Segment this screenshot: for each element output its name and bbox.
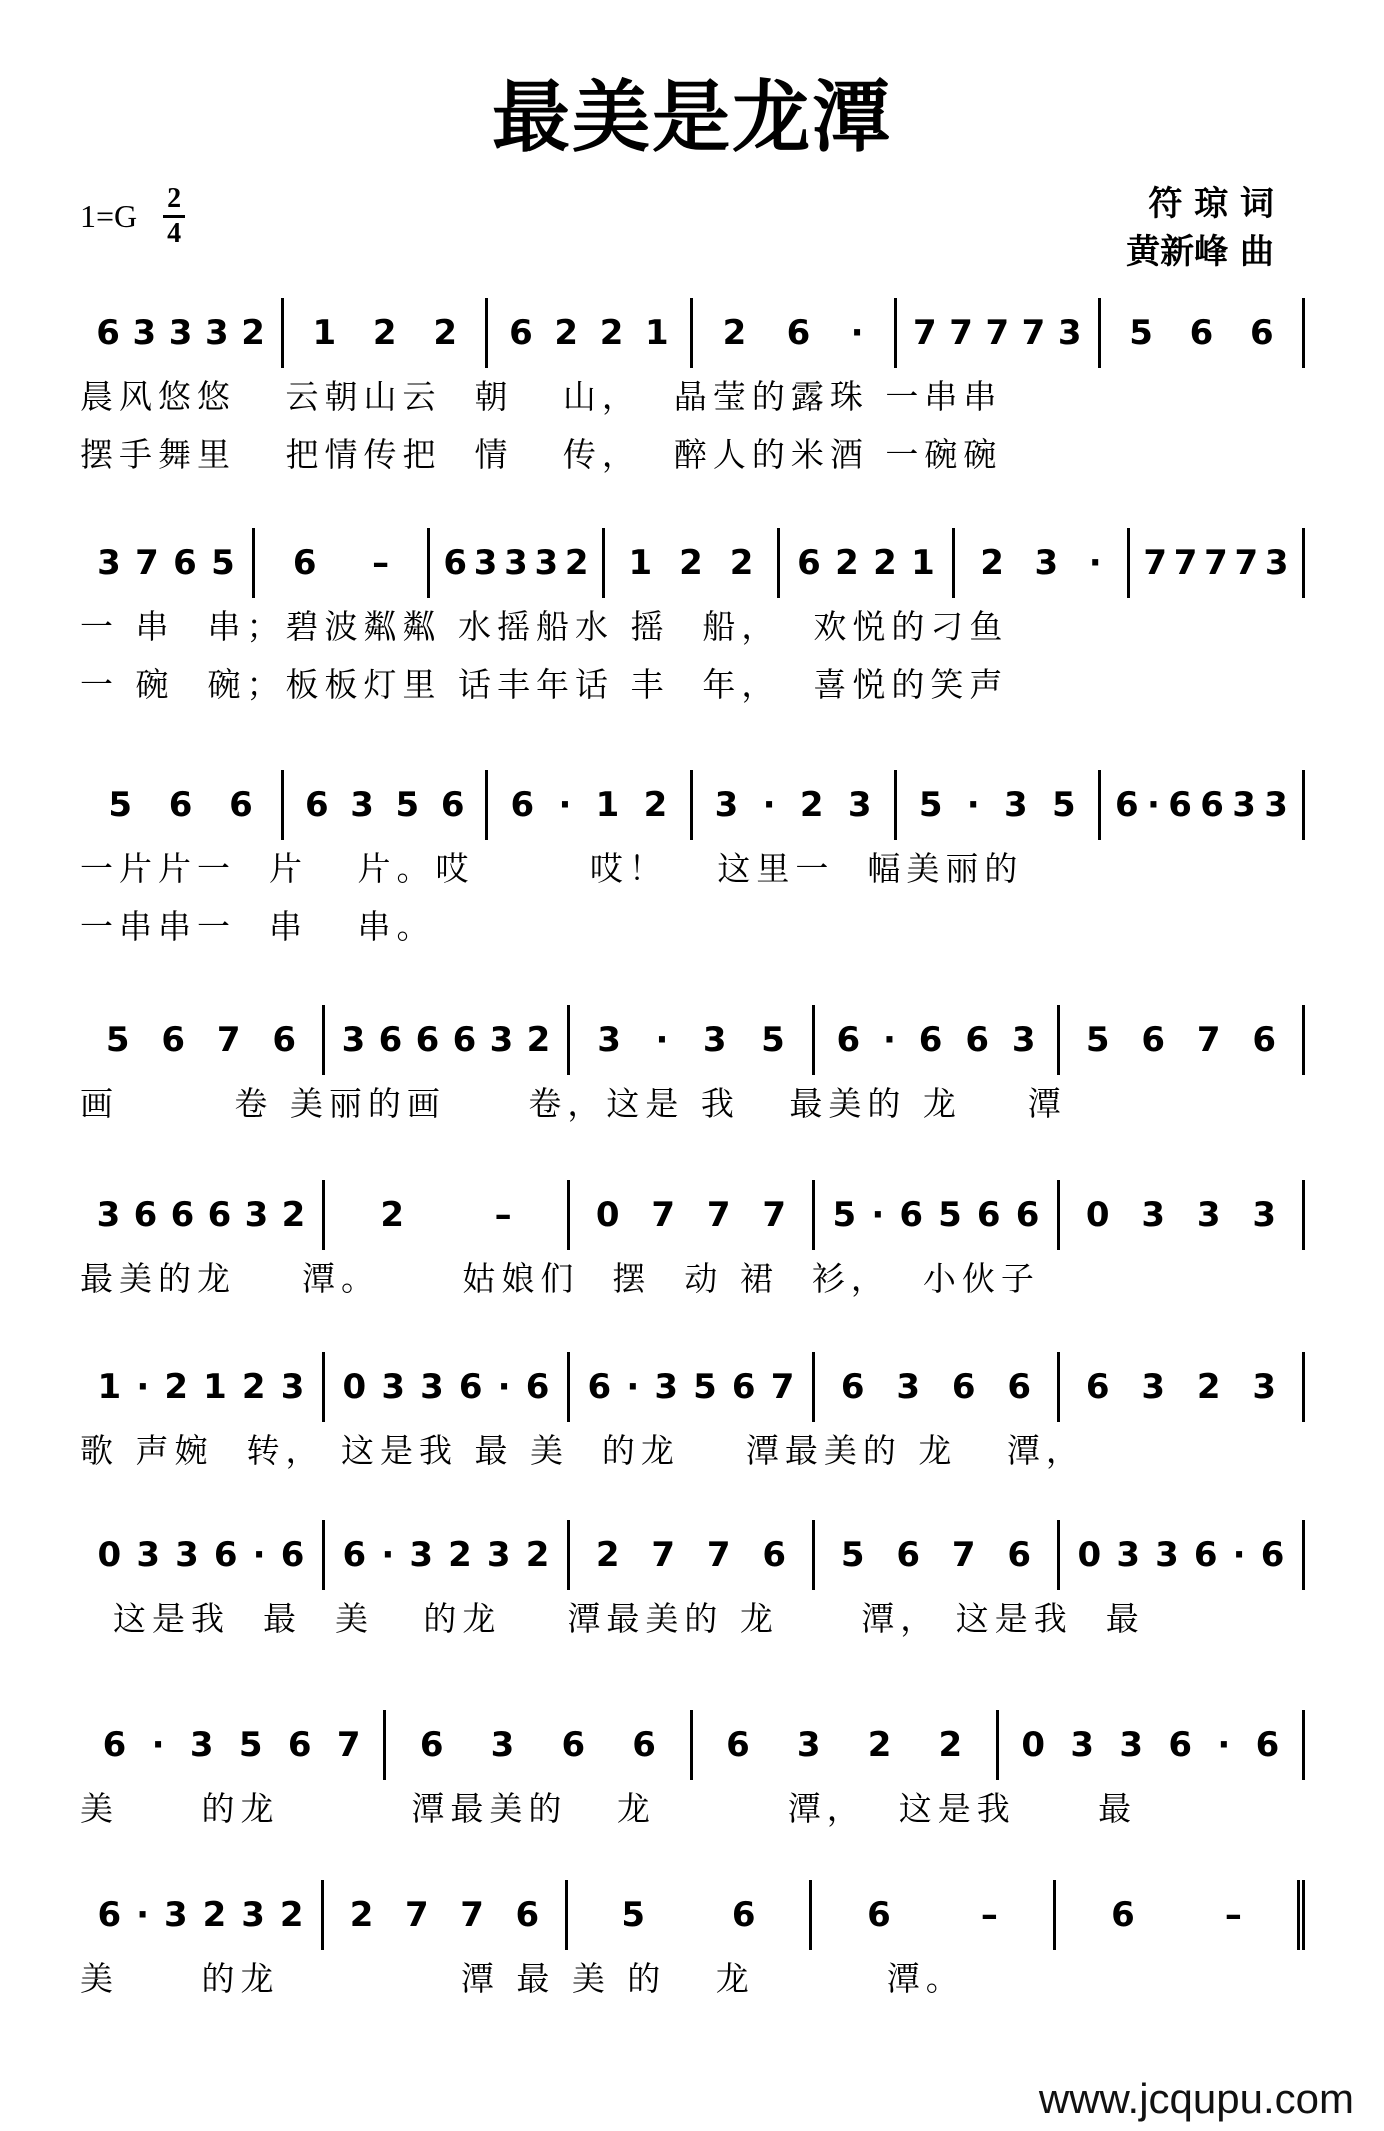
- note: –: [1224, 1895, 1242, 1935]
- note: 6: [509, 313, 533, 353]
- note: 6: [899, 1195, 924, 1235]
- lyric-line: 美 的龙 潭最美的 龙 潭， 这是我 最: [80, 1789, 1138, 1828]
- note: 6: [632, 1725, 656, 1765]
- measure: [567, 1180, 812, 1250]
- note: ·: [762, 785, 776, 825]
- note: 3: [244, 1195, 269, 1235]
- note: 1: [644, 313, 669, 353]
- note: ·: [966, 785, 980, 825]
- note: 7: [405, 1895, 429, 1935]
- time-top: 2: [167, 183, 182, 214]
- note: 3: [1057, 313, 1082, 353]
- note: ·: [882, 1020, 896, 1060]
- note: 6: [452, 1020, 477, 1060]
- note: 3: [1264, 785, 1288, 825]
- note: ·: [1217, 1725, 1231, 1765]
- note: 3: [796, 1725, 821, 1765]
- note: –: [372, 543, 390, 583]
- note: 2: [722, 313, 747, 353]
- note: 6: [731, 1367, 756, 1407]
- note: 6: [168, 785, 193, 825]
- note: ·: [871, 1195, 885, 1235]
- note: 5: [918, 785, 943, 825]
- lyric-line: 这是我 最 美 的龙 潭最美的 龙 潭， 这是我 最: [80, 1599, 1145, 1638]
- note: 6: [229, 785, 253, 825]
- note: 5: [832, 1195, 857, 1235]
- note: 2: [349, 1895, 374, 1935]
- note: 6: [1168, 785, 1192, 825]
- note: 3: [1252, 1195, 1277, 1235]
- note: 2: [526, 1020, 551, 1060]
- time-signature: [163, 185, 185, 248]
- note: 6: [287, 1725, 312, 1765]
- note: 3: [1264, 543, 1289, 583]
- measure: [281, 298, 485, 368]
- note: 6: [951, 1367, 976, 1407]
- note: 6: [1193, 1535, 1218, 1575]
- note: 3: [473, 543, 498, 583]
- note: ·: [136, 1895, 150, 1935]
- note: 3: [1196, 1195, 1221, 1235]
- note: 7: [949, 313, 973, 353]
- note: 6: [1111, 1895, 1135, 1935]
- measure: [80, 1880, 321, 1950]
- measure: [1057, 1005, 1302, 1075]
- measure: [602, 528, 777, 598]
- note: 6: [1189, 313, 1214, 353]
- note: 3: [381, 1367, 405, 1407]
- score-line: [80, 770, 1305, 956]
- note: 0: [595, 1195, 620, 1235]
- note: 5: [761, 1020, 785, 1060]
- note: 6: [1007, 1367, 1032, 1407]
- note: ·: [1088, 543, 1102, 583]
- note: ·: [381, 1535, 395, 1575]
- note: 6: [1115, 785, 1139, 825]
- lyricist: 符 琼 词: [1148, 184, 1274, 224]
- note: 3: [241, 1895, 265, 1935]
- note: 7: [460, 1895, 484, 1935]
- note: 6: [1255, 1725, 1280, 1765]
- note: 3: [486, 1535, 511, 1575]
- note: 6: [280, 1535, 305, 1575]
- note: 6: [1007, 1535, 1032, 1575]
- note: ·: [850, 313, 864, 353]
- note: 6: [419, 1725, 444, 1765]
- note: 0: [1077, 1535, 1102, 1575]
- measure: [1098, 298, 1302, 368]
- note: 6: [292, 543, 317, 583]
- note: 3: [280, 1367, 305, 1407]
- note: 6: [840, 1367, 865, 1407]
- measure: [1057, 1352, 1302, 1422]
- measure: [80, 1352, 322, 1422]
- lyric-line: 一片片一 片 片。哎 哎！ 这里一 幅美丽的: [80, 849, 1024, 888]
- note: 2: [448, 1535, 472, 1575]
- note: 0: [342, 1367, 367, 1407]
- note: 2: [279, 1895, 304, 1935]
- note: 7: [651, 1535, 676, 1575]
- note: 6: [525, 1367, 550, 1407]
- measure: [1057, 1520, 1302, 1590]
- watermark: www.jcqupu.com: [1038, 2075, 1354, 2122]
- note: ·: [252, 1535, 266, 1575]
- measure: [565, 1880, 809, 1950]
- measure: [952, 528, 1127, 598]
- note: ·: [151, 1725, 165, 1765]
- note: 7: [1143, 543, 1168, 583]
- note: 5: [938, 1195, 962, 1235]
- note: 1: [911, 543, 935, 583]
- note: 6: [102, 1725, 127, 1765]
- measure: [485, 770, 689, 840]
- note: 6: [867, 1895, 891, 1935]
- note: 2: [873, 543, 897, 583]
- note: 3: [1116, 1535, 1140, 1575]
- note: 3: [1034, 543, 1059, 583]
- lyric-line: 歌 声婉 转， 这是我 最 美 的龙 潭最美的 龙 潭，: [80, 1431, 1085, 1470]
- measure: [1127, 528, 1302, 598]
- note: 2: [599, 313, 624, 353]
- note: 6: [836, 1020, 861, 1060]
- notes-row: [80, 770, 1305, 840]
- note: 3: [1070, 1725, 1095, 1765]
- note: –: [980, 1895, 998, 1935]
- note: 7: [770, 1367, 795, 1407]
- note: 3: [189, 1725, 214, 1765]
- note: 2: [1196, 1367, 1221, 1407]
- notes-row: [80, 1880, 1305, 1950]
- note: 1: [595, 785, 620, 825]
- note: 6: [304, 785, 329, 825]
- measure: [322, 1180, 567, 1250]
- note: 3: [504, 543, 528, 583]
- note: 5: [840, 1535, 865, 1575]
- note: 3: [204, 313, 229, 353]
- note: 6: [731, 1895, 756, 1935]
- measure: [383, 1710, 689, 1780]
- note: 6: [896, 1535, 921, 1575]
- note: ·: [1147, 785, 1160, 825]
- note: 6: [170, 1195, 195, 1235]
- score-line: [80, 1180, 1305, 1308]
- note: 2: [433, 313, 457, 353]
- note: 2: [202, 1895, 227, 1935]
- note: 6: [213, 1535, 238, 1575]
- note: 3: [702, 1020, 727, 1060]
- note: 6: [762, 1535, 787, 1575]
- note: 3: [132, 313, 157, 353]
- measure: [1053, 1880, 1297, 1950]
- note: 0: [1085, 1195, 1110, 1235]
- note: 5: [211, 543, 235, 583]
- composer: 黄新峰 曲: [1126, 232, 1274, 272]
- note: 7: [1204, 543, 1228, 583]
- note: 6: [1260, 1535, 1285, 1575]
- note: 6: [918, 1020, 943, 1060]
- measure: [1098, 770, 1302, 840]
- note: 3: [341, 1020, 366, 1060]
- note: 3: [168, 313, 193, 353]
- note: 5: [693, 1367, 717, 1407]
- note: 6: [415, 1020, 440, 1060]
- score-line: [80, 1005, 1305, 1133]
- note: 3: [490, 1725, 515, 1765]
- score-line: [80, 1880, 1305, 2008]
- note: 6: [440, 785, 465, 825]
- note: ·: [558, 785, 572, 825]
- measure: [322, 1005, 567, 1075]
- note: 6: [1015, 1195, 1040, 1235]
- note: 3: [847, 785, 872, 825]
- note: 6: [587, 1367, 612, 1407]
- measure: [80, 770, 281, 840]
- notes-row: [80, 1520, 1305, 1590]
- note: 3: [534, 543, 559, 583]
- measure: [894, 770, 1098, 840]
- note: 1: [628, 543, 653, 583]
- note: 2: [564, 543, 589, 583]
- note: 3: [1141, 1195, 1166, 1235]
- measure: [80, 1710, 383, 1780]
- note: 3: [163, 1895, 188, 1935]
- note: 7: [951, 1535, 976, 1575]
- note: 3: [1004, 785, 1028, 825]
- note: 6: [378, 1020, 403, 1060]
- note: 6: [272, 1020, 297, 1060]
- note: 3: [1119, 1725, 1144, 1765]
- note: 2: [241, 313, 265, 353]
- note: 6: [510, 785, 535, 825]
- note: 6: [1141, 1020, 1166, 1060]
- note: 6: [965, 1020, 989, 1060]
- note: 2: [525, 1535, 550, 1575]
- note: –: [494, 1195, 512, 1235]
- score-line: [80, 1352, 1305, 1480]
- note: ·: [1232, 1535, 1246, 1575]
- note: 3: [350, 785, 374, 825]
- lyric-line: 一 串 串；碧波粼粼 水摇船水 摇 船， 欢悦的刁鱼: [80, 607, 1009, 646]
- note: 2: [729, 543, 754, 583]
- note: 2: [372, 313, 397, 353]
- note: 7: [1021, 313, 1046, 353]
- note: 2: [679, 543, 703, 583]
- note: 7: [912, 313, 937, 353]
- credits: [1126, 180, 1274, 276]
- measure: [322, 1352, 567, 1422]
- measure: [427, 528, 602, 598]
- score-line: [80, 1520, 1305, 1648]
- measure: [996, 1710, 1302, 1780]
- note: 3: [489, 1020, 514, 1060]
- note: 3: [409, 1535, 434, 1575]
- lyric-line: 一 碗 碗；板板灯里 话丰年话 丰 年， 喜悦的笑声: [80, 665, 1009, 704]
- notes-row: [80, 1352, 1305, 1422]
- measure: [80, 528, 252, 598]
- note: 1: [203, 1367, 227, 1407]
- song-title: 最美是龙潭: [491, 72, 892, 163]
- lyric-line: 晨风悠悠 云朝山云 朝 山， 晶莹的露珠 一串串: [80, 377, 1003, 416]
- note: 3: [1155, 1535, 1179, 1575]
- note: 3: [714, 785, 739, 825]
- measure: [894, 298, 1098, 368]
- note: 6: [133, 1195, 158, 1235]
- note: 7: [135, 543, 159, 583]
- notes-row: [80, 298, 1305, 368]
- notes-row: [80, 1005, 1305, 1075]
- note: 6: [1168, 1725, 1193, 1765]
- measure: [567, 1352, 812, 1422]
- note: 3: [1252, 1367, 1277, 1407]
- note: 5: [621, 1895, 646, 1935]
- note: 6: [786, 313, 811, 353]
- score-line: [80, 298, 1305, 484]
- measure: [567, 1520, 812, 1590]
- lyric-line: 画 卷 美丽的画 卷，这是 我 最美的 龙 潭: [80, 1084, 1067, 1123]
- lyric-line: 一串串一 串 串。: [80, 907, 436, 946]
- note: 6: [161, 1020, 186, 1060]
- lyric-line: 美 的龙 潭 最 美 的 龙 潭。: [80, 1959, 965, 1998]
- time-bottom: 4: [167, 218, 182, 249]
- lyric-line: 最美的龙 潭。 姑娘们 摆 动 裙 衫， 小伙子: [80, 1259, 1040, 1298]
- note: 6: [976, 1195, 1001, 1235]
- note: 2: [643, 785, 668, 825]
- note: 5: [238, 1725, 263, 1765]
- note: 3: [1141, 1367, 1166, 1407]
- lyric-line: 摆手舞里 把情传把 情 传， 醉人的米酒 一碗碗: [80, 435, 1003, 474]
- measure: [690, 298, 894, 368]
- note: 5: [1051, 785, 1076, 825]
- note: 2: [867, 1725, 892, 1765]
- note: 5: [105, 1020, 130, 1060]
- note: 3: [1232, 785, 1256, 825]
- note: 7: [336, 1725, 361, 1765]
- measure: [1057, 1180, 1302, 1250]
- note: 3: [136, 1535, 160, 1575]
- note: 6: [173, 543, 197, 583]
- note: 2: [835, 543, 859, 583]
- note: 6: [1200, 785, 1224, 825]
- note: 7: [216, 1020, 241, 1060]
- note: 2: [595, 1535, 620, 1575]
- measure: [322, 1520, 567, 1590]
- note: 3: [1011, 1020, 1036, 1060]
- note: 7: [651, 1195, 676, 1235]
- measure: [80, 1005, 322, 1075]
- note: 2: [980, 543, 1004, 583]
- measure: [567, 1005, 812, 1075]
- note: 3: [896, 1367, 921, 1407]
- measure: [485, 298, 689, 368]
- note: 2: [281, 1195, 306, 1235]
- note: 7: [1196, 1020, 1221, 1060]
- measure: [80, 1180, 322, 1250]
- notes-row: [80, 1710, 1305, 1780]
- note: ·: [626, 1367, 640, 1407]
- note: 2: [554, 313, 579, 353]
- note: 6: [342, 1535, 367, 1575]
- measure: [690, 1710, 996, 1780]
- note: 6: [97, 1895, 122, 1935]
- measure: [812, 1005, 1057, 1075]
- note: 7: [1234, 543, 1259, 583]
- note: 2: [799, 785, 824, 825]
- note: 3: [420, 1367, 444, 1407]
- score-line: [80, 528, 1305, 714]
- note: 6: [1085, 1367, 1110, 1407]
- score-line: [80, 1710, 1305, 1838]
- key-signature: [80, 185, 185, 248]
- note: 5: [1085, 1020, 1110, 1060]
- note: 3: [654, 1367, 679, 1407]
- note: 6: [458, 1367, 483, 1407]
- note: 7: [985, 313, 1010, 353]
- note: 7: [706, 1535, 731, 1575]
- note: 6: [1250, 313, 1274, 353]
- measure: [252, 528, 427, 598]
- note: 6: [561, 1725, 586, 1765]
- note: 6: [443, 543, 468, 583]
- note: 0: [97, 1535, 122, 1575]
- note: 1: [312, 313, 337, 353]
- measure: [812, 1352, 1057, 1422]
- note: 1: [97, 1367, 122, 1407]
- measure: [80, 1520, 322, 1590]
- note: 5: [108, 785, 133, 825]
- note: ·: [497, 1367, 511, 1407]
- measure: [812, 1520, 1057, 1590]
- note: 2: [241, 1367, 266, 1407]
- measure: [690, 770, 894, 840]
- note: 6: [515, 1895, 540, 1935]
- note: 7: [706, 1195, 731, 1235]
- measure: [777, 528, 952, 598]
- key-label: 1=G: [80, 198, 138, 234]
- note: 6: [1252, 1020, 1277, 1060]
- note: 3: [597, 1020, 621, 1060]
- note: ·: [136, 1367, 150, 1407]
- note: 5: [1129, 313, 1153, 353]
- note: 6: [797, 543, 821, 583]
- measure: [809, 1880, 1053, 1950]
- note: 7: [1173, 543, 1198, 583]
- note: 3: [96, 1195, 121, 1235]
- note: 6: [207, 1195, 232, 1235]
- notes-row: [80, 528, 1305, 598]
- note: 7: [762, 1195, 787, 1235]
- measure: [281, 770, 485, 840]
- note: 0: [1021, 1725, 1046, 1765]
- note: 6: [726, 1725, 750, 1765]
- note: 2: [938, 1725, 963, 1765]
- note: ·: [655, 1020, 669, 1060]
- note: 3: [175, 1535, 199, 1575]
- measure: [80, 298, 281, 368]
- measure: [321, 1880, 565, 1950]
- note: 6: [96, 313, 120, 353]
- note: 2: [380, 1195, 404, 1235]
- note: 5: [395, 785, 420, 825]
- note: 2: [164, 1367, 189, 1407]
- note: 3: [97, 543, 121, 583]
- notes-row: [80, 1180, 1305, 1250]
- measure: [812, 1180, 1057, 1250]
